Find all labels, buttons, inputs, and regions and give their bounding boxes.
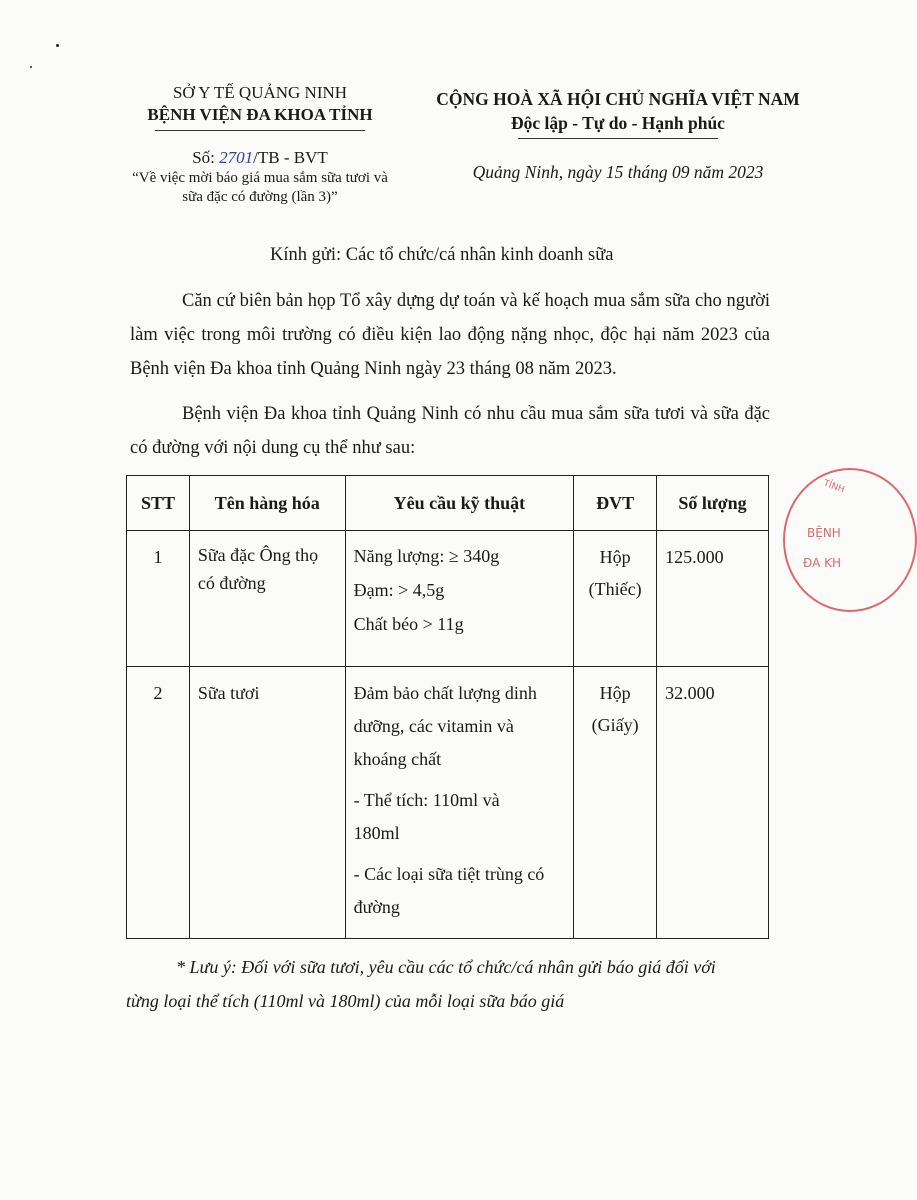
spec-line: Năng lượng: ≥ 340g [353, 546, 500, 566]
recipient: Kính gửi: Các tổ chức/cá nhân kinh doanh sữa [270, 245, 614, 265]
spec-line: - Các loại sữa tiệt trùng có [353, 864, 545, 884]
cell-spec [345, 531, 574, 667]
cell-unit [574, 531, 657, 667]
stamp-text: ĐA KH [803, 556, 842, 570]
table-row [127, 667, 769, 939]
document-number-suffix: /TB - BVT [253, 148, 328, 167]
cell-quantity: 32.000 [657, 667, 769, 939]
cell-unit [574, 667, 657, 939]
header-stt: STT [127, 476, 190, 531]
document-subject-line2: sữa đặc có đường (lần 3)” [182, 189, 338, 205]
note-line1: * Lưu ý: Đối với sữa tươi, yêu cầu các tổ chức/cá nhân gửi báo giá đối với [176, 957, 716, 977]
stamp-text: TỈNH [821, 478, 846, 496]
document-number [110, 147, 410, 169]
item-name-line: có đường [197, 573, 266, 593]
paragraph-basis: Căn cứ biên bản họp Tổ xây dựng dự toán và kế hoạch mua sắm sữa cho người làm việc trong môi trường có điều kiện lao động nặng nhọc, độc hại năm 2023 của Bệnh viện Đa khoa tỉnh Quảng Ninh ngày 23 tháng 08 năm 2023. [130, 291, 770, 379]
country-name: CỘNG HOÀ XÃ HỘI CHỦ NGHĨA VIỆT NAM [436, 89, 800, 109]
unit-line: Hộp [599, 683, 631, 703]
spec-line: Đảm bảo chất lượng dinh [353, 683, 537, 703]
spec-line: 180ml [353, 823, 400, 843]
spec-line: - Thể tích: 110ml và [353, 790, 500, 810]
spec-line: đường [353, 897, 400, 917]
document-number-prefix: Số: [192, 148, 220, 167]
table-row [127, 531, 769, 667]
scan-speck [56, 44, 59, 47]
unit-line: (Thiếc) [588, 579, 642, 599]
unit-line: Hộp [599, 547, 631, 567]
header-quantity: Số lượng [657, 476, 769, 531]
scan-speck [30, 66, 32, 68]
issuer-hospital: BỆNH VIỆN ĐA KHOA TỈNH [147, 105, 373, 124]
note-line2: từng loại thể tích (110ml và 180ml) của mỗi loại sữa báo giá [126, 991, 565, 1011]
document-subject-line1: “Về việc mời báo giá mua sắm sữa tươi và [132, 170, 388, 186]
cell-item-name [189, 531, 345, 667]
official-stamp [783, 468, 917, 612]
document-number-handwritten: 2701 [219, 148, 254, 167]
spec-line: khoáng chất [353, 749, 442, 769]
motto-underline [518, 138, 718, 139]
items-table [126, 475, 769, 939]
national-block [408, 88, 828, 183]
issuer-block [110, 82, 410, 207]
paragraph-request: Bệnh viện Đa khoa tỉnh Quảng Ninh có nhu cầu mua sắm sữa tươi và sữa đặc có đường với nội dung cụ thể như sau: [130, 404, 770, 458]
national-motto: Độc lập - Tự do - Hạnh phúc [511, 113, 725, 133]
unit-line: (Giấy) [591, 715, 639, 735]
issuer-underline [155, 130, 365, 131]
stamp-text: BỆNH [807, 526, 841, 540]
cell-stt: 2 [127, 667, 190, 939]
header-unit: ĐVT [574, 476, 657, 531]
spec-line: Chất béo > 11g [353, 614, 464, 634]
header-technical-requirements: Yêu cầu kỹ thuật [345, 476, 574, 531]
cell-spec [345, 667, 574, 939]
cell-stt: 1 [127, 531, 190, 667]
place-and-date: Quảng Ninh, ngày 15 tháng 09 năm 2023 [472, 162, 764, 182]
header-item-name: Tên hàng hóa [189, 476, 345, 531]
issuer-department: SỞ Y TẾ QUẢNG NINH [172, 83, 348, 102]
spec-line: dưỡng, các vitamin và [353, 716, 514, 736]
spec-line: Đạm: > 4,5g [353, 580, 445, 600]
table-header-row [127, 476, 769, 531]
item-name-line: Sữa đặc Ông thọ [197, 545, 319, 565]
cell-item-name: Sữa tươi [189, 667, 345, 939]
cell-quantity: 125.000 [657, 531, 769, 667]
